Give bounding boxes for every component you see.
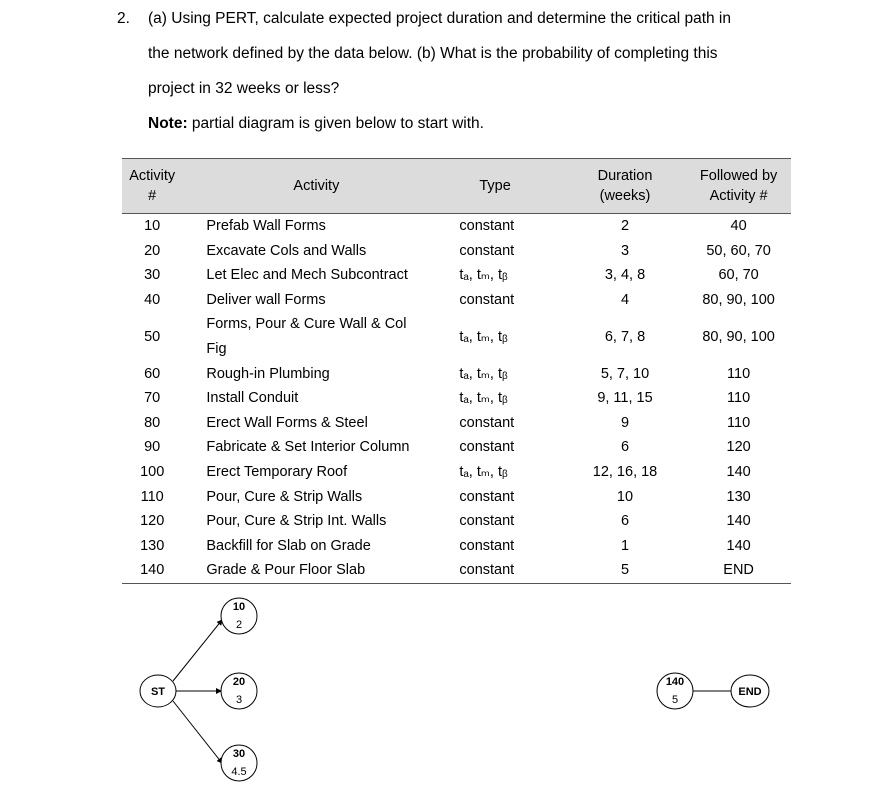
cell-duration: 4 bbox=[620, 291, 630, 308]
cell-followed-by: END bbox=[723, 562, 754, 579]
node-10-id: 10 bbox=[232, 601, 246, 613]
cell-activity: Excavate Cols and Walls bbox=[206, 242, 367, 259]
cell-activity-num: 140 bbox=[140, 562, 165, 579]
question-line-1: (a) Using PERT, calculate expected project duration and determine the critical path in bbox=[148, 10, 731, 27]
node-140-duration: 5 bbox=[671, 694, 679, 706]
cell-followed-by: 110 bbox=[727, 365, 751, 382]
cell-duration: 6 bbox=[620, 513, 630, 530]
cell-activity: Erect Wall Forms & Steel bbox=[206, 414, 368, 431]
table-row bbox=[122, 509, 791, 534]
note-text: partial diagram is given below to start with. bbox=[187, 115, 484, 132]
table-header-row bbox=[122, 159, 791, 214]
question-number: 2. bbox=[117, 10, 130, 27]
cell-duration: 5 bbox=[620, 562, 630, 579]
header-activity-num: Activity # bbox=[129, 168, 176, 204]
node-140 bbox=[657, 673, 693, 709]
node-10-duration: 2 bbox=[235, 619, 243, 631]
header-type: Type bbox=[479, 178, 511, 194]
header-activity: Activity bbox=[293, 178, 340, 194]
cell-duration: 5, 7, 10 bbox=[600, 365, 650, 382]
cell-type: tₐ, tₘ, tᵦ bbox=[459, 390, 508, 407]
note-line bbox=[148, 115, 484, 133]
cell-followed-by: 140 bbox=[726, 513, 751, 530]
cell-duration: 10 bbox=[616, 488, 634, 505]
cell-followed-by: 80, 90, 100 bbox=[702, 291, 775, 308]
cell-activity: Forms, Pour & Cure Wall & Col Fig bbox=[206, 316, 407, 357]
cell-activity: Rough-in Plumbing bbox=[206, 365, 330, 382]
node-end bbox=[731, 675, 769, 707]
cell-type: constant bbox=[459, 488, 515, 505]
cell-activity-num: 70 bbox=[144, 390, 161, 407]
cell-activity-num: 60 bbox=[144, 365, 161, 382]
cell-followed-by: 140 bbox=[726, 537, 751, 554]
cell-activity-num: 20 bbox=[144, 242, 161, 259]
question-line-2: the network defined by the data below. (b) What is the probability of completing this bbox=[148, 45, 718, 62]
cell-activity-num: 30 bbox=[144, 267, 161, 284]
cell-duration: 6, 7, 8 bbox=[604, 328, 646, 345]
cell-type: tₐ, tₘ, tᵦ bbox=[459, 463, 508, 480]
cell-duration: 3, 4, 8 bbox=[604, 267, 646, 284]
cell-type: constant bbox=[459, 414, 515, 431]
table-row bbox=[122, 312, 791, 361]
cell-followed-by: 110 bbox=[727, 414, 751, 431]
node-st-label: ST bbox=[150, 686, 166, 698]
cell-activity-num: 10 bbox=[144, 218, 161, 234]
cell-activity-num: 110 bbox=[140, 488, 164, 505]
header-followed-by: Followed by Activity # bbox=[699, 168, 778, 204]
cell-duration: 2 bbox=[620, 218, 630, 234]
cell-followed-by: 50, 60, 70 bbox=[706, 242, 771, 259]
cell-duration: 9, 11, 15 bbox=[597, 390, 653, 407]
node-20-id: 20 bbox=[232, 676, 246, 688]
table-row bbox=[122, 485, 791, 510]
table-row bbox=[122, 362, 791, 387]
cell-activity-num: 90 bbox=[144, 439, 161, 456]
cell-duration: 3 bbox=[620, 242, 630, 259]
node-end-label: END bbox=[738, 686, 762, 698]
cell-type: constant bbox=[459, 218, 515, 234]
cell-activity-num: 40 bbox=[144, 291, 161, 308]
cell-duration: 6 bbox=[620, 439, 630, 456]
cell-type: tₐ, tₘ, tᵦ bbox=[459, 365, 508, 382]
node-20-duration: 3 bbox=[235, 694, 243, 706]
cell-activity: Prefab Wall Forms bbox=[206, 218, 326, 234]
cell-type: constant bbox=[459, 291, 515, 308]
question-line-3: project in 32 weeks or less? bbox=[148, 80, 340, 97]
cell-type: constant bbox=[459, 513, 515, 530]
cell-activity: Fabricate & Set Interior Column bbox=[206, 439, 410, 456]
cell-activity-num: 100 bbox=[140, 463, 165, 480]
node-10 bbox=[221, 598, 257, 634]
cell-followed-by: 60, 70 bbox=[718, 267, 759, 284]
cell-activity-num: 50 bbox=[144, 328, 161, 345]
node-140-id: 140 bbox=[665, 676, 685, 688]
cell-followed-by: 40 bbox=[730, 218, 747, 234]
node-20 bbox=[221, 673, 257, 709]
cell-followed-by: 110 bbox=[727, 390, 751, 407]
note-label: Note: bbox=[148, 115, 188, 132]
cell-followed-by: 140 bbox=[726, 463, 751, 480]
cell-activity-num: 130 bbox=[140, 537, 165, 554]
node-30-id: 30 bbox=[232, 748, 246, 760]
cell-activity: Install Conduit bbox=[206, 390, 299, 407]
cell-duration: 1 bbox=[620, 537, 630, 554]
cell-activity-num: 120 bbox=[140, 513, 165, 530]
node-st bbox=[140, 675, 176, 707]
cell-type: constant bbox=[459, 537, 515, 554]
network-diagram bbox=[0, 585, 895, 788]
table-row bbox=[122, 435, 791, 460]
table-row bbox=[122, 288, 791, 313]
table-row bbox=[122, 386, 791, 411]
cell-followed-by: 80, 90, 100 bbox=[702, 328, 775, 345]
table-row bbox=[122, 460, 791, 485]
cell-type: constant bbox=[459, 439, 515, 456]
cell-activity: Deliver wall Forms bbox=[206, 291, 326, 308]
cell-followed-by: 130 bbox=[726, 488, 751, 505]
cell-activity: Let Elec and Mech Subcontract bbox=[206, 267, 408, 284]
table-row bbox=[122, 411, 791, 436]
table-row bbox=[122, 239, 791, 264]
table-row bbox=[122, 558, 791, 583]
cell-type: tₐ, tₘ, tᵦ bbox=[459, 267, 508, 284]
cell-activity: Pour, Cure & Strip Walls bbox=[206, 488, 363, 505]
table-row bbox=[122, 534, 791, 559]
cell-duration: 12, 16, 18 bbox=[592, 463, 658, 480]
node-30-duration: 4.5 bbox=[231, 766, 247, 778]
table-row bbox=[122, 214, 791, 239]
cell-activity: Grade & Pour Floor Slab bbox=[206, 562, 366, 579]
cell-activity-num: 80 bbox=[144, 414, 161, 431]
cell-activity: Pour, Cure & Strip Int. Walls bbox=[206, 513, 387, 530]
cell-activity: Erect Temporary Roof bbox=[206, 463, 348, 480]
header-duration: Duration (weeks) bbox=[597, 168, 653, 204]
cell-type: tₐ, tₘ, tᵦ bbox=[459, 328, 508, 345]
activity-table bbox=[122, 158, 791, 584]
arrow-st-10 bbox=[173, 620, 222, 681]
cell-type: constant bbox=[459, 562, 515, 579]
cell-followed-by: 120 bbox=[726, 439, 751, 456]
cell-activity: Backfill for Slab on Grade bbox=[206, 537, 371, 554]
table-row bbox=[122, 263, 791, 288]
arrow-st-30 bbox=[173, 701, 222, 763]
cell-type: constant bbox=[459, 242, 515, 259]
node-30 bbox=[221, 745, 257, 781]
cell-duration: 9 bbox=[620, 414, 630, 431]
